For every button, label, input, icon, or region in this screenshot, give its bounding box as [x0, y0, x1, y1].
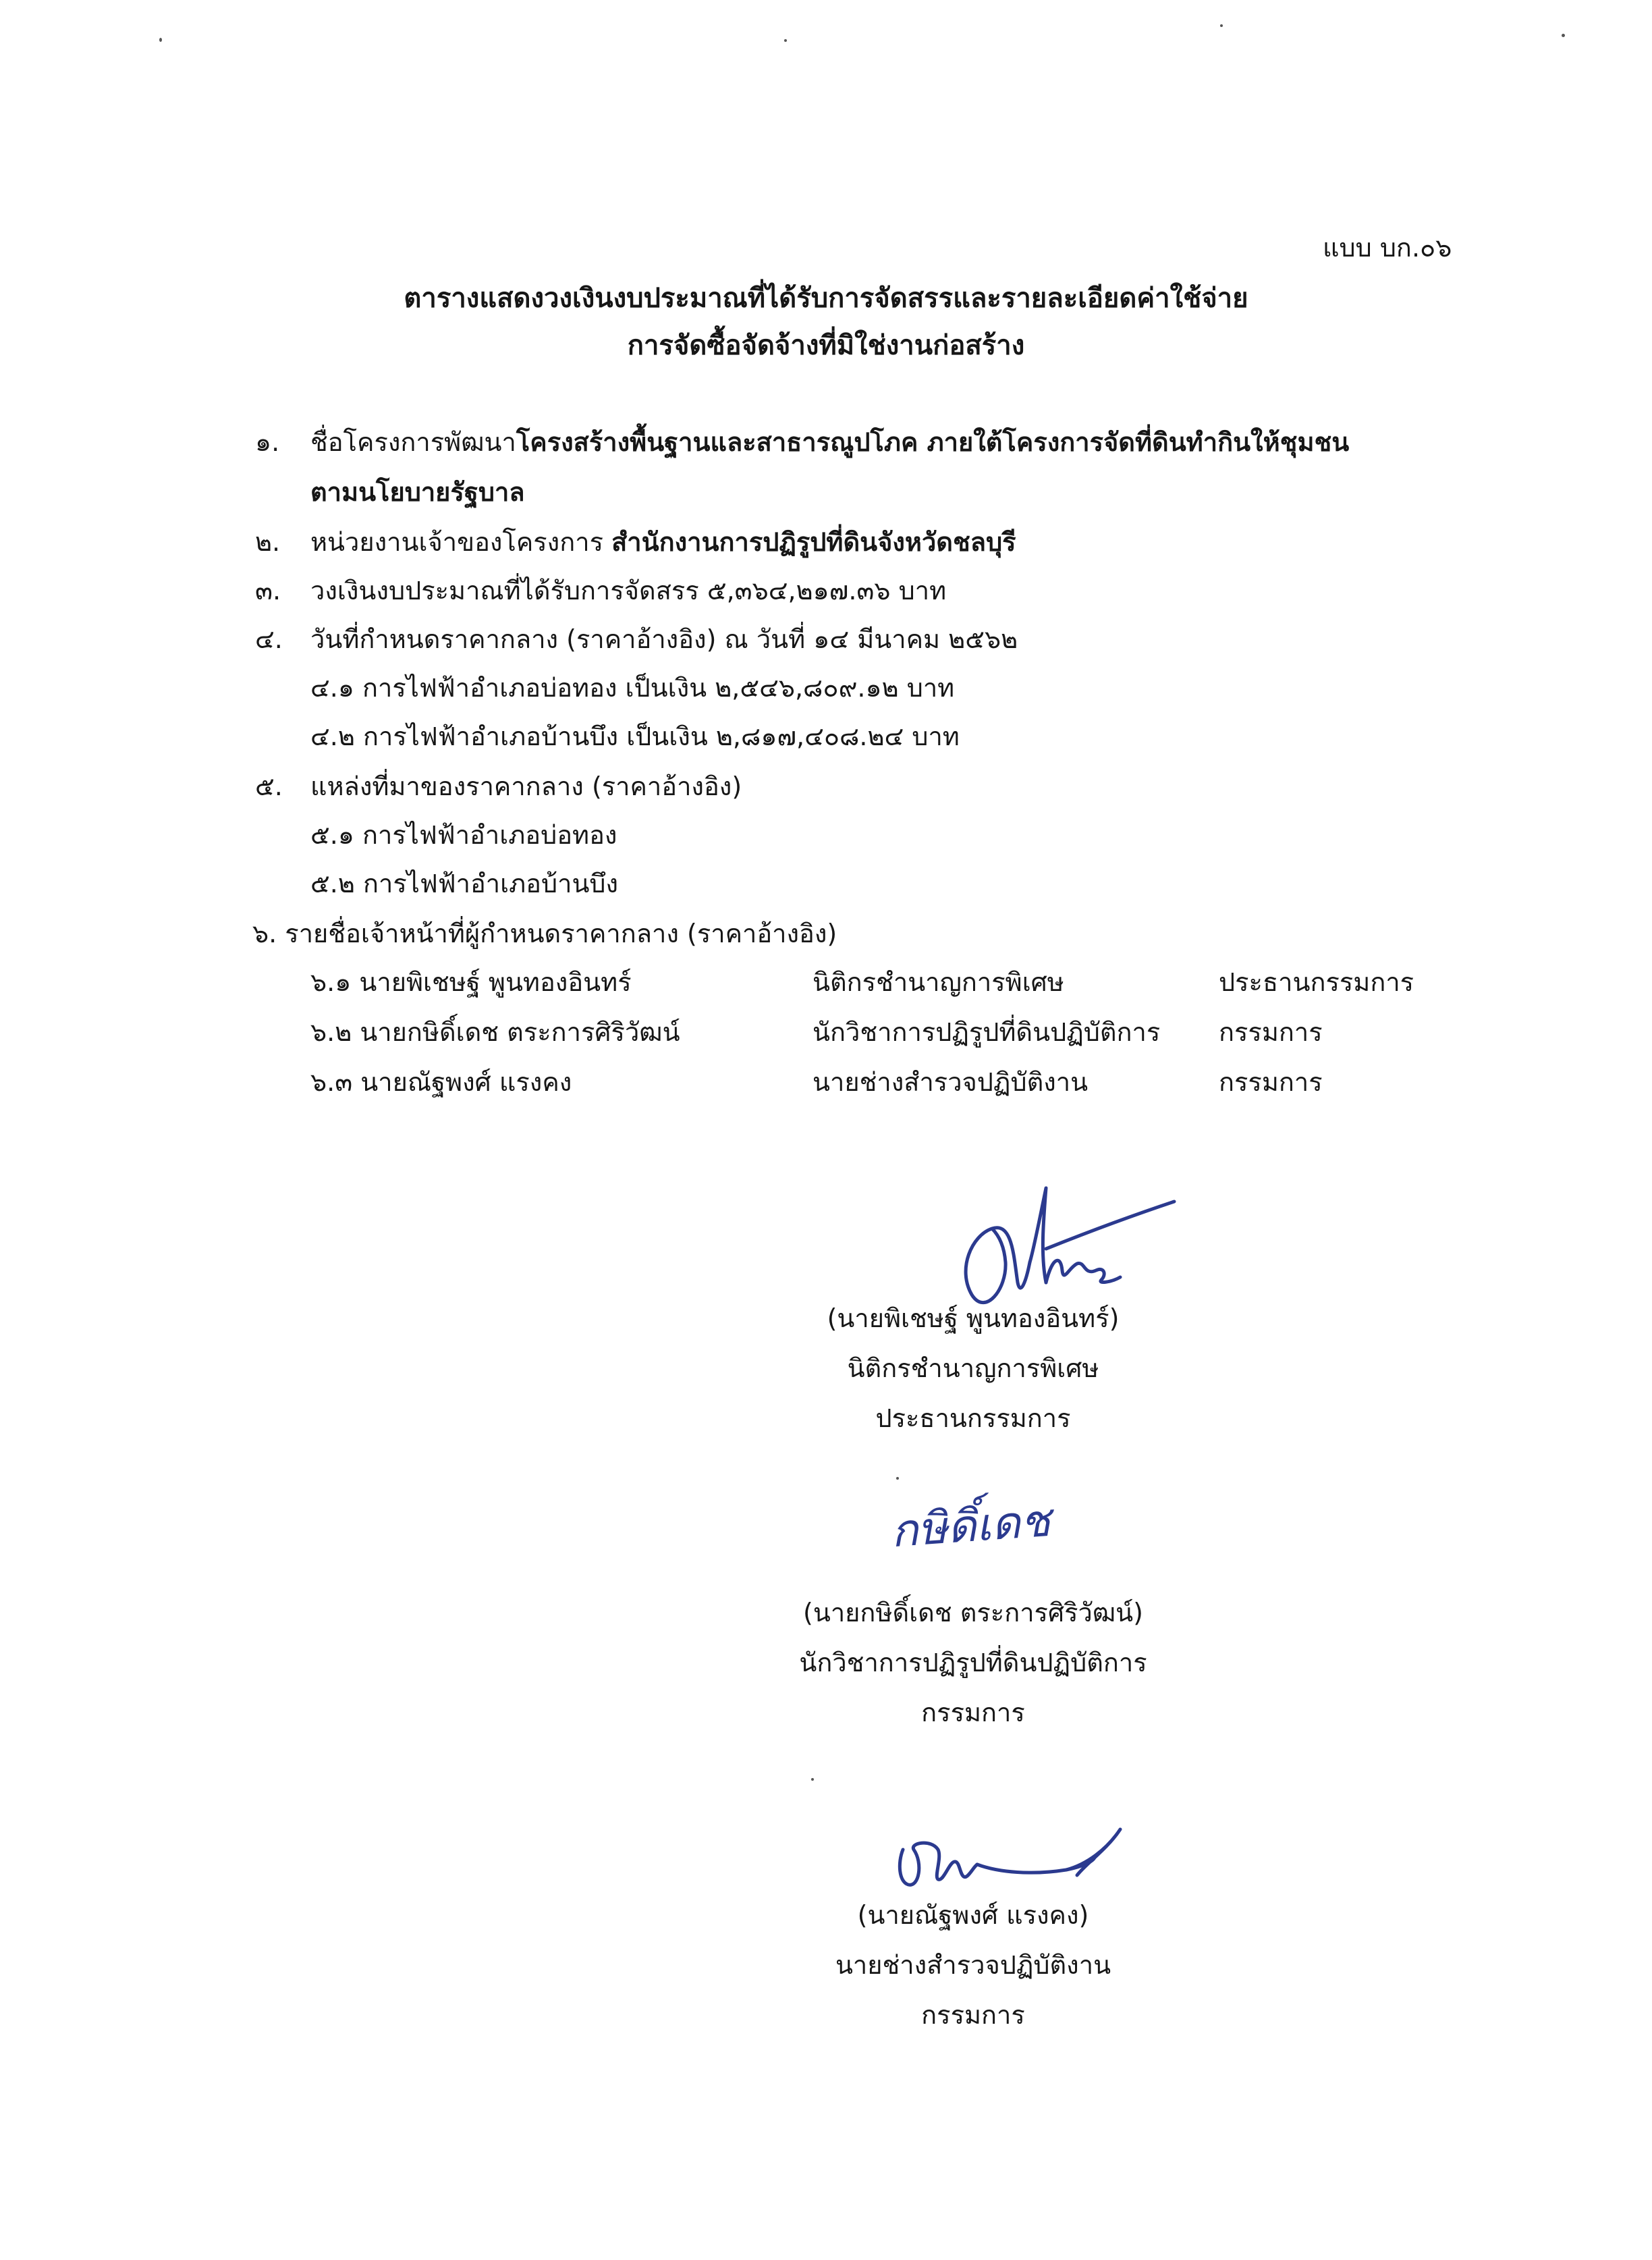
committee-1-name: ๖.๑ นายพิเชษฐ์ พูนทองอินทร์ — [310, 967, 632, 997]
item-4-text: วันที่กำหนดราคากลาง (ราคาอ้างอิง) ณ วันที่ ๑๔ มีนาคม ๒๕๖๒ — [310, 624, 1018, 654]
scan-speck — [1562, 34, 1565, 37]
signature-1-name: (นายพิเชษฐ์ พูนทองอินทร์) — [827, 1303, 1120, 1333]
scan-speck — [896, 1477, 899, 1480]
item-3-text: วงเงินงบประมาณที่ได้รับการจัดสรร ๕,๓๖๔,๒๑๗.๓๖ บาท — [310, 576, 947, 606]
signature-1-position: นิติกรชำนาญการพิเศษ — [847, 1353, 1099, 1383]
document-title-line-2: การจัดซื้อจัดจ้างที่มิใช่งานก่อสร้าง — [627, 330, 1025, 361]
item-3-number: ๓. — [255, 576, 281, 606]
committee-3-role: กรรมการ — [1219, 1067, 1323, 1097]
item-5-text: แหล่งที่มาของราคากลาง (ราคาอ้างอิง) — [310, 772, 742, 801]
item-3 — [255, 576, 947, 606]
signature-3-scribble — [884, 1823, 1127, 1897]
committee-3-position: นายช่างสำรวจปฏิบัติงาน — [813, 1067, 1089, 1097]
item-4 — [255, 626, 1018, 652]
scan-speck — [159, 38, 162, 42]
item-4-1: ๔.๑ การไฟฟ้าอำเภอบ่อทอง เป็นเงิน ๒,๕๔๖,๘๐๙.๑๒ บาท — [310, 673, 955, 703]
item-2-value: สำนักงานการปฏิรูปที่ดินจังหวัดชลบุรี — [611, 527, 1016, 557]
scan-speck — [811, 1778, 814, 1781]
item-2-label: หน่วยงานเจ้าของโครงการ — [310, 527, 603, 557]
committee-3-name: ๖.๓ นายณัฐพงศ์ แรงคง — [310, 1067, 572, 1097]
item-1-label: ชื่อโครงการพัฒนา — [310, 427, 516, 457]
signature-1-role: ประธานกรรมการ — [875, 1403, 1071, 1433]
form-code: แบบ บก.๐๖ — [1323, 233, 1452, 263]
item-1-value-continued: ตามนโยบายรัฐบาล — [310, 477, 525, 507]
signature-2-name: (นายกษิดิ์เดช ตระการศิริวัฒน์) — [803, 1598, 1143, 1627]
signature-2-role: กรรมการ — [921, 1698, 1025, 1727]
signature-1-scribble — [945, 1181, 1188, 1316]
scan-speck — [1220, 24, 1223, 27]
committee-2-position: นักวิชาการปฏิรูปที่ดินปฏิบัติการ — [813, 1017, 1161, 1047]
item-5-1: ๕.๑ การไฟฟ้าอำเภอบ่อทอง — [310, 820, 617, 850]
item-4-number: ๔. — [255, 624, 283, 654]
item-5-number: ๕. — [255, 772, 283, 801]
item-5 — [255, 774, 742, 799]
item-1 — [255, 429, 1349, 455]
signature-2-position: นักวิชาการปฏิรูปที่ดินปฏิบัติการ — [799, 1648, 1147, 1677]
signature-3-name: (นายณัฐพงศ์ แรงคง) — [857, 1900, 1089, 1930]
committee-1-position: นิติกรชำนาญการพิเศษ — [813, 967, 1064, 997]
scan-speck — [784, 39, 787, 42]
item-5-2: ๕.๒ การไฟฟ้าอำเภอบ้านบึง — [310, 869, 619, 898]
committee-2-role: กรรมการ — [1219, 1017, 1323, 1047]
item-1-number: ๑. — [255, 427, 280, 457]
signature-3-position: นายช่างสำรวจปฏิบัติงาน — [835, 1950, 1111, 1980]
committee-1-role: ประธานกรรมการ — [1219, 967, 1414, 997]
item-6: ๖. รายชื่อเจ้าหน้าที่ผู้กำหนดราคากลาง (ราคาอ้างอิง) — [252, 919, 837, 948]
item-1-value: โครงสร้างพื้นฐานและสาธารณูปโภค ภายใต้โครงการจัดที่ดินทำกินให้ชุมชน — [516, 427, 1350, 457]
signature-3-role: กรรมการ — [921, 2000, 1025, 2030]
document-title-line-1: ตารางแสดงวงเงินงบประมาณที่ได้รับการจัดสรรและรายละเอียดค่าใช้จ่าย — [404, 283, 1248, 314]
signature-2-handwriting: กษิดิ์เดช — [889, 1494, 1052, 1558]
committee-2-name: ๖.๒ นายกษิดิ์เดช ตระการศิริวัฒน์ — [310, 1017, 680, 1047]
item-2-number: ๒. — [255, 527, 281, 557]
item-4-2: ๔.๒ การไฟฟ้าอำเภอบ้านบึง เป็นเงิน ๒,๘๑๗,๔๐๘.๒๔ บาท — [310, 722, 960, 751]
item-2 — [255, 529, 1016, 555]
